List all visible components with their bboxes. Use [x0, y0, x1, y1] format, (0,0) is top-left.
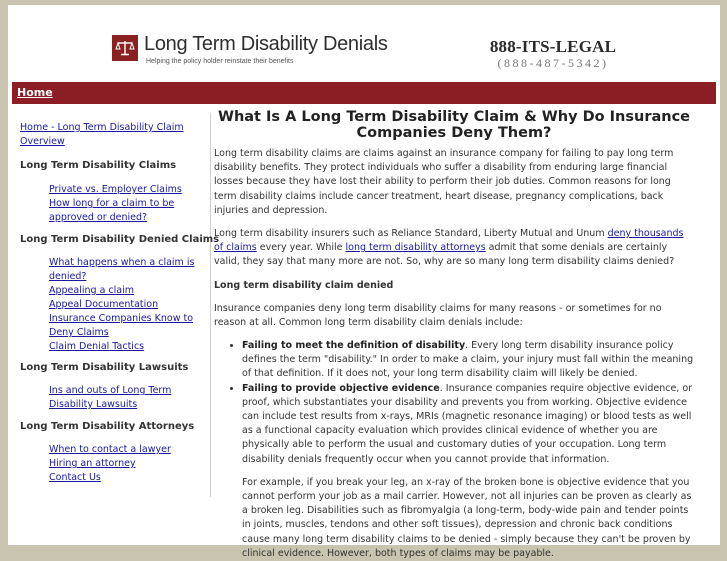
reason-text: . Every long term disability insurance policy defines the term "disability." In order to make a claim, your injury must fall within the meaning of that definition. If it does not, your long term disability claim will likely be denied. [242, 340, 694, 380]
sidebar-heading-attorneys: Long Term Disability Attorneys [20, 421, 195, 432]
sidebar-list-denied-claims [49, 256, 199, 354]
insurers-text-c: admit that some denials are certainly valid, they say that many more are not. So, why are so many long term disability claims denied? [214, 242, 675, 268]
logo-tagline: Helping the policy holder reinstate their benefits [146, 58, 294, 65]
sidebar-item-what-happens-denied[interactable]: What happens when a claim is denied? [49, 257, 195, 282]
reason-title: Failing to provide objective evidence [242, 382, 440, 394]
sidebar-heading-denied-claims: Long Term Disability Denied Claims [20, 234, 220, 245]
list-item [242, 382, 694, 467]
insurers-paragraph [214, 227, 694, 270]
list-item [242, 339, 694, 382]
deny-thousands-link[interactable]: deny thousands of claims [214, 228, 684, 254]
sidebar-item-private-vs-employer[interactable]: Private vs. Employer Claims [49, 184, 182, 195]
nav-home-link[interactable]: Home [17, 86, 53, 99]
insurers-text-b: every year. While [256, 242, 346, 254]
sidebar-list-claims [49, 183, 199, 225]
phone-block [478, 37, 628, 71]
example-paragraph: For example, if you break your leg, an x-ray of the broken bone is objective evidence that you cannot perform your job as a mail carrier. However, not all injuries can be proven as clearly as a broken leg. Disabilities such as fibromyalgia (a long-term, body-wide pain and tender points in joints, muscles, tendons and other soft tissues), depression and chronic back conditions cause many long term disability claims to be denied - simply because they can't be proven by clinical evidence. However, both types of claims may be payable. [242, 476, 692, 559]
scales-of-justice-icon [112, 35, 138, 61]
intro-paragraph: Long term disability claims are claims against an insurance company for failing to pay long term disability benefits. They protect individuals who suffer a disability from enduring large financial losses because they have lost their ability to perform their job duties. Common reasons for long term disability claims include cancer treatment, heart disease, pregnancy complications, back injuries and depression. [214, 148, 674, 216]
sidebar-heading-lawsuits: Long Term Disability Lawsuits [20, 362, 189, 373]
sidebar-item-denial-tactics[interactable]: Claim Denial Tactics [49, 341, 145, 352]
insurers-text-a: Long term disability insurers such as Reliance Standard, Liberty Mutual and Unum [214, 228, 608, 240]
sidebar-home-link[interactable]: Home - Long Term Disability Claim Overview [20, 122, 184, 147]
sidebar-item-hiring-attorney[interactable]: Hiring an attorney [49, 458, 136, 469]
logo-title: Long Term Disability Denials [144, 33, 388, 55]
sidebar-item-how-long-approval[interactable]: How long for a claim to be approved or denied? [49, 198, 175, 223]
denial-reasons-list [214, 339, 694, 467]
sidebar-item-contact-lawyer[interactable]: When to contact a lawyer [49, 444, 171, 455]
reason-title: Failing to meet the definition of disability [242, 340, 466, 352]
sidebar-item-appealing[interactable]: Appealing a claim [49, 285, 134, 296]
sidebar [8, 113, 220, 497]
sidebar-item-contact-us[interactable]: Contact Us [49, 472, 101, 483]
reason-text: . Insurance companies require objective evidence, or proof, which substantiates your disability and prevents you from working. Objective evidence can include test results from x-rays, MRIs (magnetic resonance imaging) or blood tests as well as a functional capacity evaluation which provides clinical evidence of whether you are physically able to perform the usual and customary duties of your occupation. Long term disability denials frequently occur when you cannot provide that information. [242, 382, 693, 465]
phone-vanity: 888-ITS-LEGAL [489, 37, 617, 56]
page [8, 5, 720, 559]
sidebar-item-appeal-documentation[interactable]: Appeal Documentation [49, 299, 159, 310]
phone-number: (888-487-5342) [497, 56, 609, 70]
sidebar-item-insurers-deny[interactable]: Insurance Companies Know to Deny Claims [49, 313, 194, 338]
page-title: What Is A Long Term Disability Claim & Why Do Insurance Companies Deny Them? [217, 109, 691, 141]
sidebar-item-lawsuits[interactable]: Ins and outs of Long Term Disability Lawsuits [49, 385, 172, 410]
main-content [214, 109, 694, 559]
attorneys-link[interactable]: long term disability attorneys [345, 242, 486, 254]
sidebar-heading-claims: Long Term Disability Claims [20, 160, 177, 171]
section-subheading: Long term disability claim denied [214, 279, 394, 291]
denials-intro-paragraph: Insurance companies deny long term disability claims for many reasons - or sometimes for no reason at all. Common long term disability claim denials include: [214, 302, 662, 328]
site-header [8, 5, 720, 81]
sidebar-list-lawsuits [49, 384, 199, 412]
sidebar-list-attorneys [49, 443, 199, 485]
nav-bar [12, 82, 716, 104]
